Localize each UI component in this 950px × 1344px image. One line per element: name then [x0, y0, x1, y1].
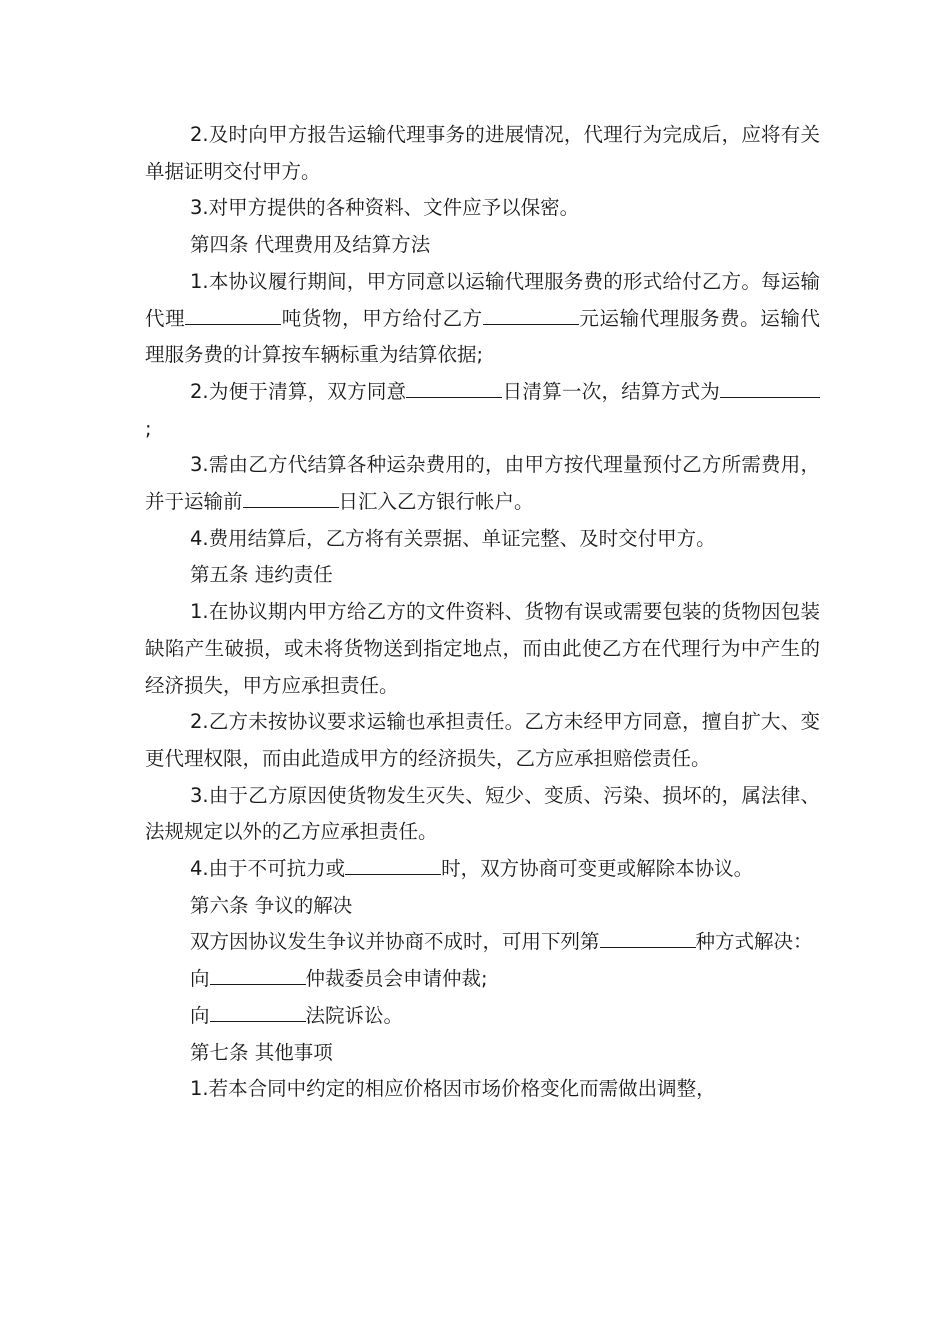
- text-segment: 双方因协议发生争议并协商不成时，可用下列第: [190, 930, 600, 954]
- fill-blank: [243, 487, 339, 508]
- fill-blank: [210, 1000, 306, 1021]
- clause-3-item-3: 3.对甲方提供的各种资料、文件应予以保密。: [190, 196, 580, 220]
- text-segment: 日汇入乙方银行帐户。: [338, 490, 534, 514]
- clause-4-item-3: [145, 447, 820, 520]
- text-segment: 法院诉讼。: [305, 1003, 404, 1027]
- clause-5-item-2: 2.乙方未按协议要求运输也承担责任。乙方未经甲方同意，擅自扩大、变更代理权限，而由此造成甲方的经济损失，乙方应承担赔偿责任。: [145, 710, 820, 770]
- clause-4-item-2: [145, 374, 820, 447]
- clause-5-heading: 第五条 违约责任: [190, 563, 333, 587]
- fill-blank: [345, 854, 441, 875]
- fill-blank: [483, 303, 579, 324]
- fill-blank: [600, 927, 696, 948]
- fill-blank: [720, 376, 742, 397]
- text-segment: 仲裁委员会申请仲裁;: [305, 967, 488, 991]
- clause-5-item-3: 3.由于乙方原因使货物发生灭失、短少、变质、污染、损坏的，属法律、法规规定以外的乙方应承担责任。: [145, 783, 820, 844]
- text-segment: 日清算一次，结算方式为: [502, 379, 720, 403]
- text-segment: 元运输代理服务费。运输代理服务费的计算按车辆标重为结算依据;: [145, 306, 820, 367]
- clause-7-item-1: 1.若本合同中约定的相应价格因市场价格变化而需做出调整，: [190, 1077, 716, 1101]
- text-segment: 吨货物，甲方给付乙方: [281, 306, 483, 330]
- fill-blank: [406, 376, 502, 397]
- clause-6-item-1: [145, 924, 820, 961]
- text-segment: 4.由于不可抗力或: [190, 857, 346, 881]
- text-segment: 3.需由乙方代结算各种运杂费用的，由甲方按代理量预付乙方所需费用，并于运输前: [145, 453, 820, 514]
- fill-blank: [210, 964, 306, 985]
- clause-7-heading: 第七条 其他事项: [190, 1040, 333, 1064]
- fill-blank: [742, 376, 820, 397]
- text-segment: ;: [145, 416, 152, 440]
- clause-6-arbitration: [145, 961, 820, 998]
- text-segment: 向: [190, 967, 210, 991]
- text-segment: 1.本协议履行期间，甲方同意以运输代理服务费的形式给付乙方。每运输代理: [145, 269, 820, 330]
- fill-blank: [185, 303, 281, 324]
- clause-4-item-1: [145, 264, 820, 374]
- clause-3-item-2: 2.及时向甲方报告运输代理事务的进展情况，代理行为完成后，应将有关单据证明交付甲方。: [145, 123, 820, 183]
- clause-4-heading: 第四条 代理费用及结算方法: [190, 233, 431, 257]
- clause-4-item-4: 4.费用结算后，乙方将有关票据、单证完整、及时交付甲方。: [190, 526, 716, 550]
- text-segment: 2.为便于清算，双方同意: [190, 379, 407, 403]
- text-segment: 时，双方协商可变更或解除本协议。: [441, 857, 754, 881]
- clause-5-item-4: [145, 851, 820, 888]
- clause-5-item-1: 1.在协议期内甲方给乙方的文件资料、货物有误或需要包装的货物因包装缺陷产生破损，或未将货物送到指定地点，而由此使乙方在代理行为中产生的经济损失，甲方应承担责任。: [145, 600, 820, 697]
- text-segment: 向: [190, 1003, 210, 1027]
- clause-6-heading: 第六条 争议的解决: [190, 893, 353, 917]
- document-body: [145, 117, 820, 1108]
- clause-6-litigation: [145, 998, 820, 1035]
- text-segment: 种方式解决：: [695, 930, 813, 954]
